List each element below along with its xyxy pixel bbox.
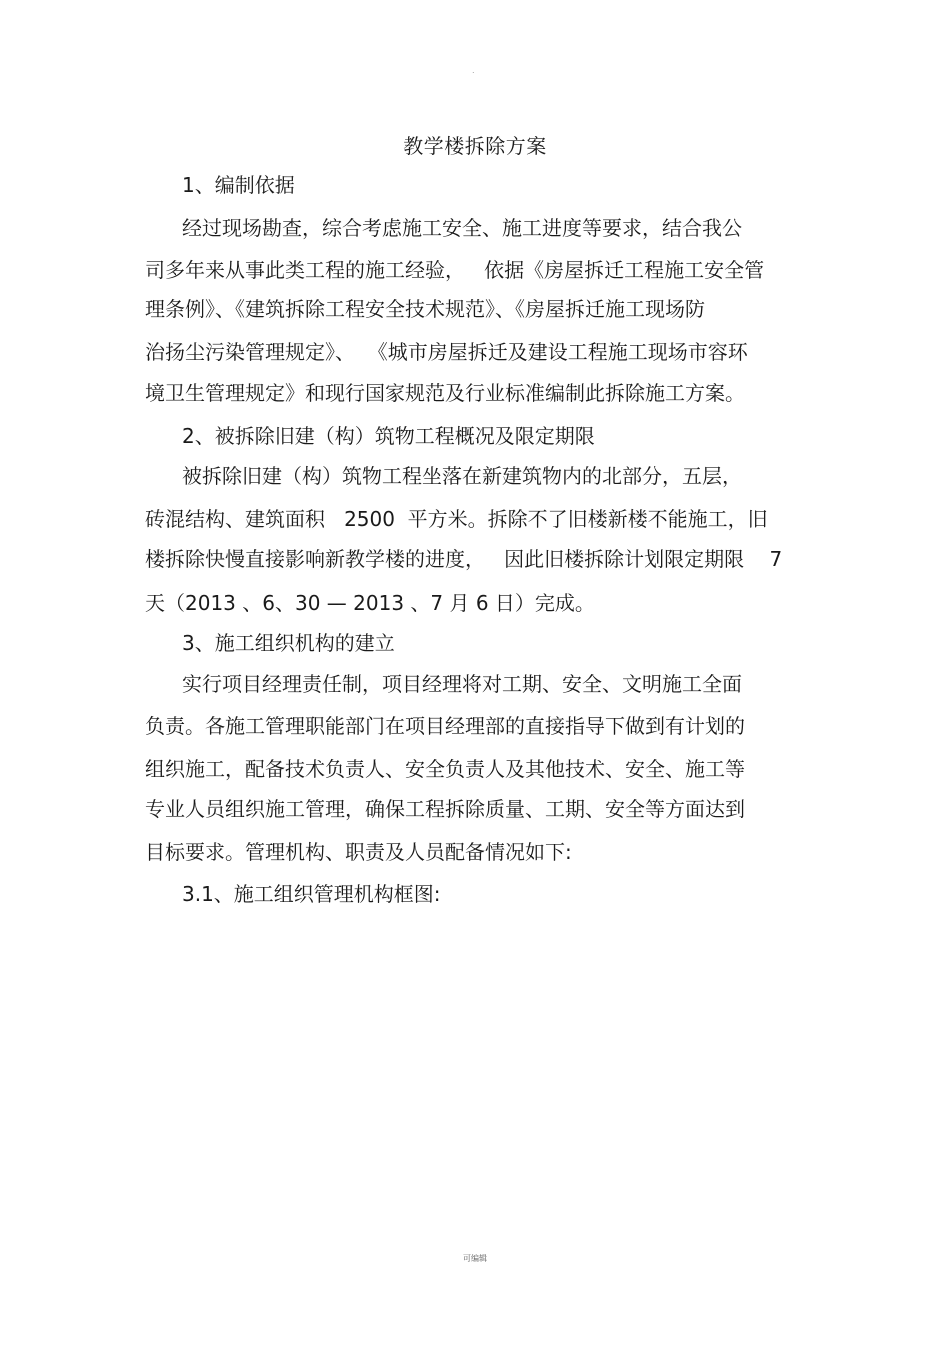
- top-mark: .: [472, 66, 475, 75]
- paragraph-line: 专业人员组织施工管理，确保工程拆除质量、工期、安全等方面达到: [145, 797, 745, 821]
- section-heading-3: 3、施工组织机构的建立: [182, 631, 395, 655]
- footer-label: 可编辑: [463, 1254, 487, 1263]
- paragraph-line: 负责。各施工管理职能部门在项目经理部的直接指导下做到有计划的: [145, 714, 745, 738]
- section-heading-1: 1、编制依据: [182, 173, 295, 197]
- paragraph-line: 砖混结构、建筑面积 2500 平方米。拆除不了旧楼新楼不能施工，旧: [145, 507, 768, 531]
- paragraph-line: 经过现场勘查，综合考虑施工安全、施工进度等要求，结合我公: [182, 216, 742, 240]
- paragraph-line: 治扬尘污染管理规定》、 《城市房屋拆迁及建设工程施工现场市容环: [145, 340, 748, 364]
- paragraph-line: 目标要求。管理机构、职责及人员配备情况如下:: [145, 840, 572, 864]
- paragraph-line: 组织施工，配备技术负责人、安全负责人及其他技术、安全、施工等: [145, 757, 745, 781]
- paragraph-line: 被拆除旧建（构）筑物工程坐落在新建筑物内的北部分，五层，: [182, 464, 742, 488]
- paragraph-line: 实行项目经理责任制，项目经理将对工期、安全、文明施工全面: [182, 672, 742, 696]
- subsection-heading-3-1: 3.1、施工组织管理机构框图:: [182, 882, 441, 906]
- section-heading-2: 2、被拆除旧建（构）筑物工程概况及限定期限: [182, 424, 595, 448]
- paragraph-line: 天（2013 、6、30 — 2013 、7 月 6 日）完成。: [145, 591, 595, 615]
- paragraph-line: 理条例》、《建筑拆除工程安全技术规范》、《房屋拆迁施工现场防: [145, 297, 705, 321]
- paragraph-line: 楼拆除快慢直接影响新教学楼的进度， 因此旧楼拆除计划限定期限 7: [145, 547, 783, 571]
- paragraph-line: 境卫生管理规定》和现行国家规范及行业标准编制此拆除施工方案。: [145, 381, 745, 405]
- paragraph-line: 司多年来从事此类工程的施工经验， 依据《房屋拆迁工程施工安全管: [145, 258, 765, 282]
- page-title: 教学楼拆除方案: [403, 134, 547, 158]
